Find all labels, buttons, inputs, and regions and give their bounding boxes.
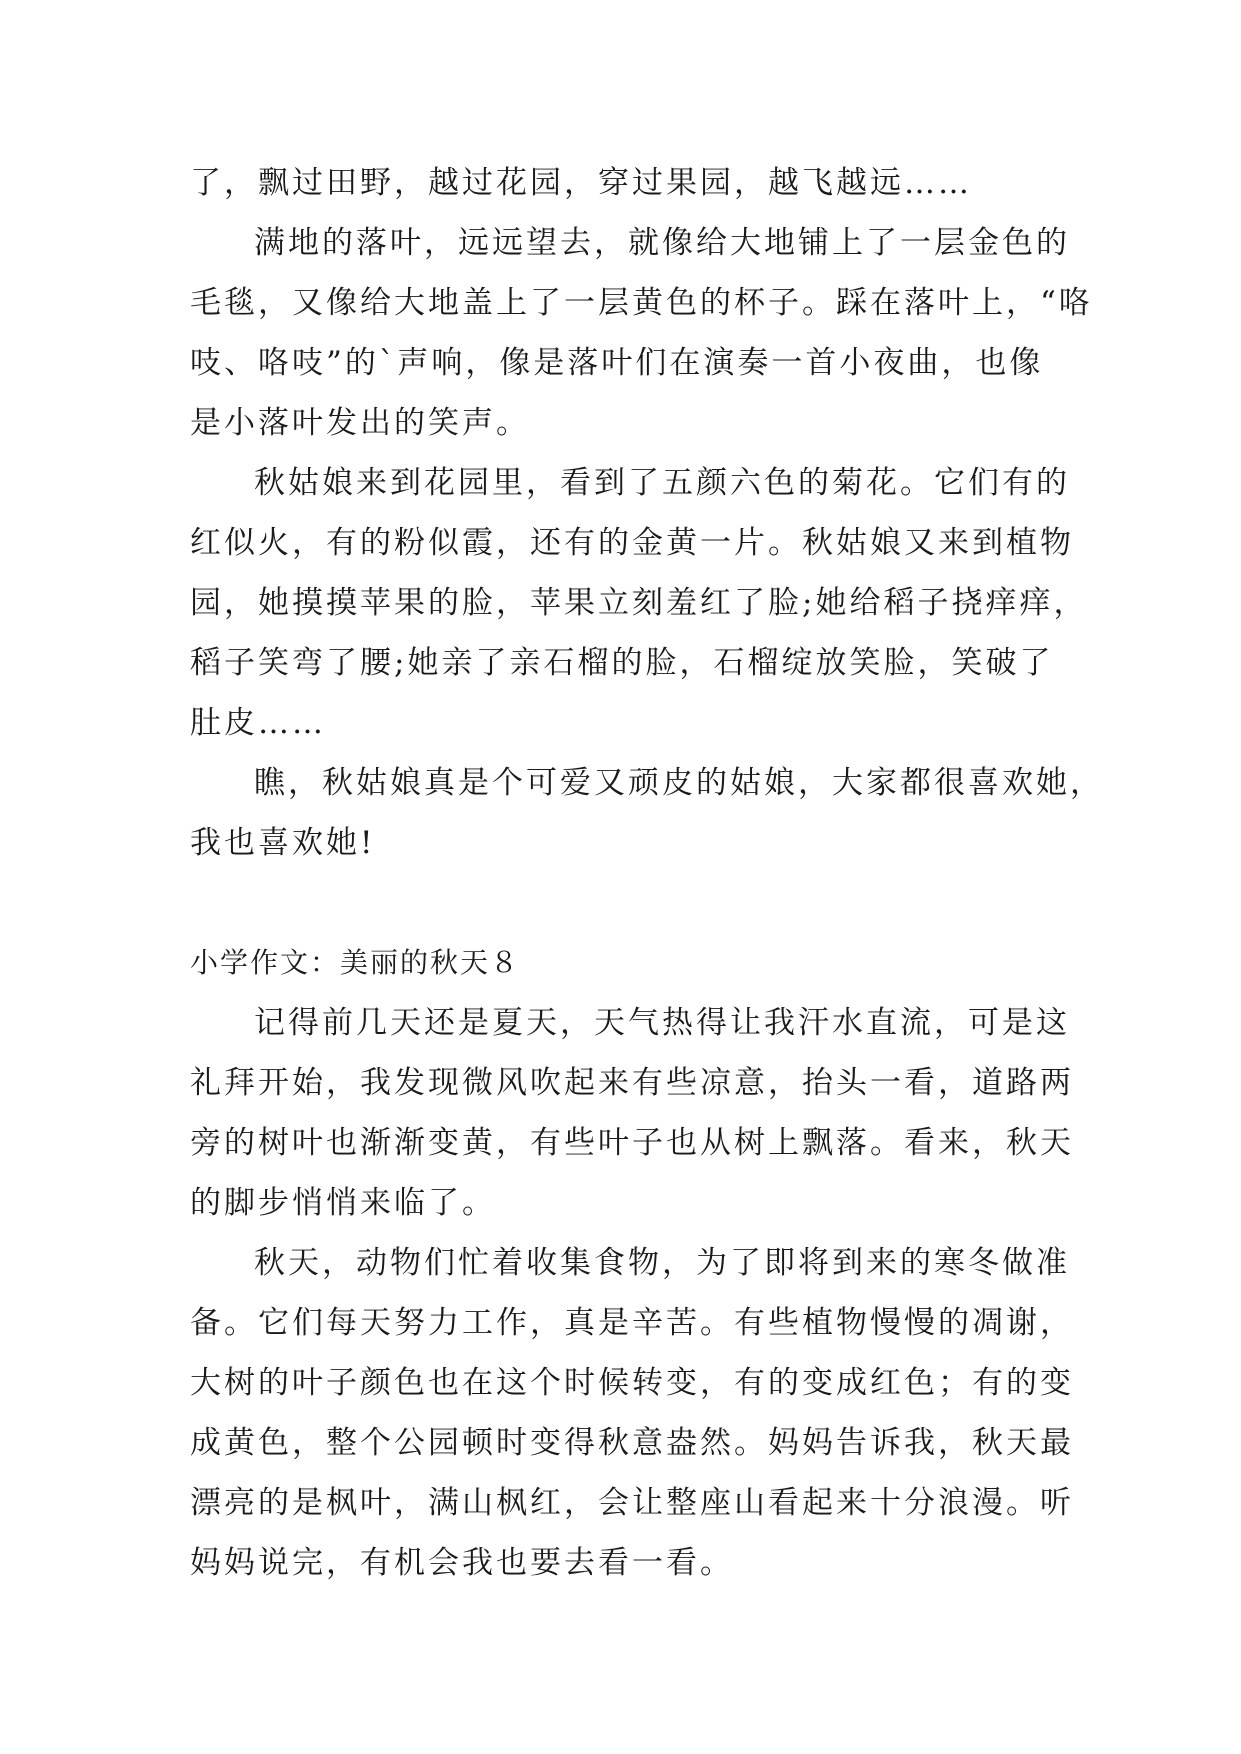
- document-body: [190, 153, 1104, 1593]
- essay-title: 小学作文：美丽的秋天８: [190, 946, 521, 979]
- text-line: 妈妈说完，有机会我也要去看一看。: [190, 1545, 734, 1581]
- text-line: 稻子笑弯了腰;她亲了亲石榴的脸，石榴绽放笑脸，笑破了: [190, 645, 1054, 681]
- paragraph-animals: [190, 1233, 1074, 1593]
- spacer: [190, 873, 1070, 933]
- paragraph-leaves: [190, 213, 1093, 453]
- text-line: 满地的落叶，远远望去，就像给大地铺上了一层金色的: [254, 225, 1070, 261]
- text-line: 肚皮……: [190, 705, 326, 741]
- text-line: 礼拜开始，我发现微风吹起来有些凉意，抬头一看，道路两: [190, 1065, 1074, 1101]
- text-line: 红似火，有的粉似霞，还有的金黄一片。秋姑娘又来到植物: [190, 525, 1074, 561]
- paragraph-continued: [190, 153, 1070, 213]
- text-line: 瞧，秋姑娘真是个可爱又顽皮的姑娘，大家都很喜欢她，: [254, 765, 1104, 801]
- paragraph-garden: [190, 453, 1088, 753]
- text-line: 的脚步悄悄来临了。: [190, 1185, 496, 1221]
- text-line: 记得前几天还是夏天，天气热得让我汗水直流，可是这: [254, 1005, 1070, 1041]
- text-line: 秋天，动物们忙着收集食物，为了即将到来的寒冬做准: [254, 1245, 1070, 1281]
- text-line: 我也喜欢她!: [190, 825, 376, 861]
- text-line: 备。它们每天努力工作，真是辛苦。有些植物慢慢的凋谢，: [190, 1305, 1074, 1341]
- text-line: 漂亮的是枫叶，满山枫红，会让整座山看起来十分浪漫。听: [190, 1485, 1074, 1521]
- paragraph-summer: [190, 993, 1074, 1233]
- text-line: 成黄色，整个公园顿时变得秋意盎然。妈妈告诉我，秋天最: [190, 1425, 1074, 1461]
- text-line: 旁的树叶也渐渐变黄，有些叶子也从树上飘落。看来，秋天: [190, 1125, 1074, 1161]
- paragraph-conclusion: [190, 753, 1104, 873]
- text-line: 毛毯，又像给大地盖上了一层黄色的杯子。踩在落叶上，“咯: [190, 285, 1093, 321]
- text-line: 是小落叶发出的笑声。: [190, 405, 530, 441]
- text-line: 园，她摸摸苹果的脸，苹果立刻羞红了脸;她给稻子挠痒痒，: [190, 585, 1088, 621]
- text-line: 大树的叶子颜色也在这个时候转变，有的变成红色；有的变: [190, 1365, 1074, 1401]
- text-line: 秋姑娘来到花园里，看到了五颜六色的菊花。它们有的: [254, 465, 1070, 501]
- text-line: 了，飘过田野，越过花园，穿过果园，越飞越远……: [190, 165, 972, 201]
- text-line: 吱、咯吱”的`声响，像是落叶们在演奏一首小夜曲，也像: [190, 345, 1044, 381]
